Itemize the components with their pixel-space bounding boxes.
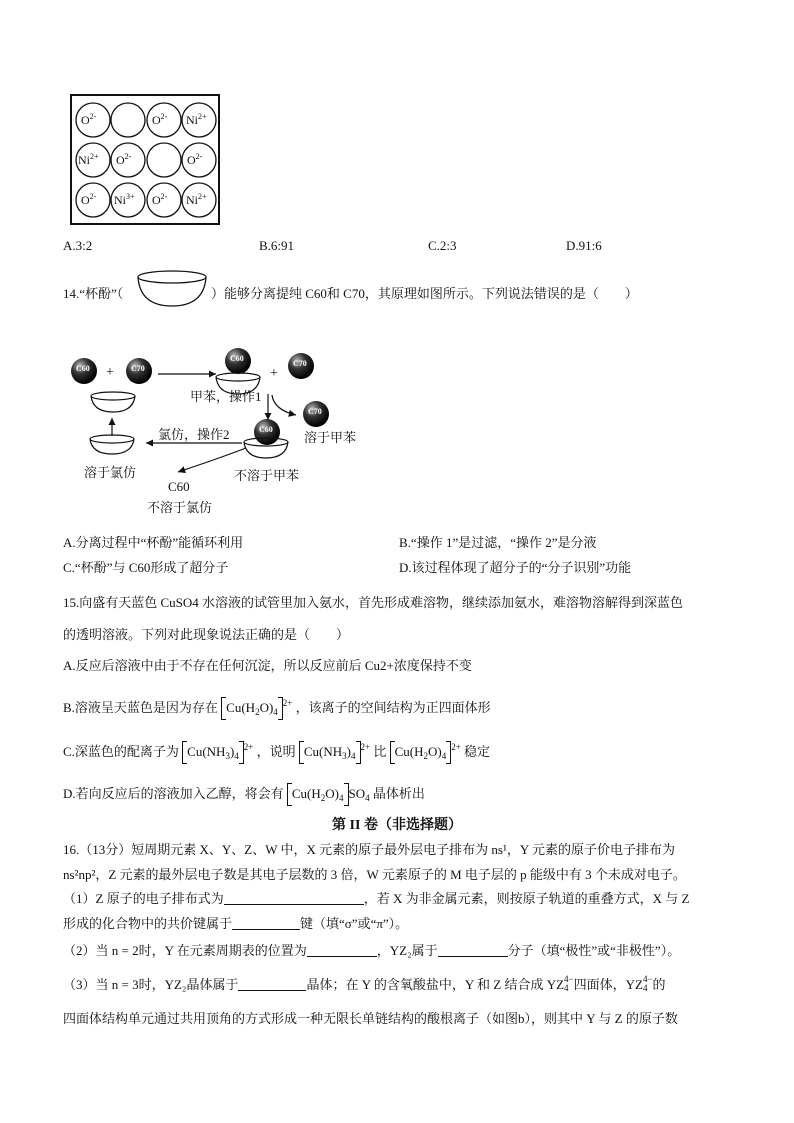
ion-r3c3: $O^{2-}$ (152, 192, 168, 207)
ion-r3c1: $O^{2-}$ (81, 192, 97, 207)
q13-option-c[interactable]: C.2:3 (428, 238, 457, 253)
formula-cu-nh3-4: $Cu(NH_3)_4$ (182, 744, 244, 761)
q14-option-a[interactable]: A.分离过程中“杯酚”能循环利用 (63, 535, 244, 550)
formula-cu-h2o4: $Cu(H_2O)_4$ (221, 700, 283, 717)
q15-c-prefix: C.深蓝色的配离子为 (63, 744, 179, 759)
q16-line1: 16.（13分）短周期元素 X、Y、Z、W 中，X 元素的原子最外层电子排布为 ns¹，Y 元素的原子价电子排布为 (63, 842, 676, 857)
calixarene-bowl-icon (134, 268, 210, 310)
q15-d-suffix: 晶体析出 (372, 786, 425, 801)
svg-text:+: + (270, 366, 278, 381)
dissolve-toluene-label: 溶于甲苯 (304, 430, 357, 445)
q16-p2-text-c: 分子（填“极性”或“非极性”）。 (507, 943, 681, 958)
q16-p3-text-b: 晶体；在 Y 的含氧酸盐中，Y 和 Z 结合成 YZ (306, 977, 565, 992)
q16-p1-text-a: （1）Z 原子的电子排布式为 (63, 891, 224, 906)
c60-lower-label: C60 (259, 425, 273, 434)
q16-p2-text-b: ，YZ₂属于 (376, 943, 438, 958)
q15-stem-line1: 15.向盛有天蓝色 CuSO4 水溶液的试管里加入氨水，首先形成难溶物，继续添加氨水，难溶物溶解得到深蓝色 (63, 595, 684, 610)
q15-option-d[interactable]: D.若向反应后的溶液加入乙醇，将会有 $Cu(H_2O)_4$ $SO_4$ 晶体析出 (63, 786, 425, 803)
ion-r3c4: $Ni^{2+}$ (186, 192, 207, 207)
q16-part2 (63, 940, 680, 959)
q13-option-a[interactable]: A.3:2 (63, 238, 93, 253)
q15-d-prefix: D.若向反应后的溶液加入乙醇，将会有 (63, 786, 284, 801)
dissolve-chloroform-label: 溶于氯仿 (84, 465, 137, 480)
answer-blank-2[interactable] (232, 917, 300, 930)
section-title: 第 II 卷（非选择题） (332, 818, 462, 833)
q15-c-mid2: 比 (373, 744, 387, 759)
formula-cu-h2o4b: $Cu(H_2O)_4$ (390, 744, 452, 761)
q16-p3-text-a: （3）当 n = 3时，YZ₂晶体属于 (63, 977, 239, 992)
formula-cu-h2o4-so4: $Cu(H_2O)_4$ (287, 786, 349, 803)
q16-p1-text-d: 键（填“σ”或“π”）。 (300, 916, 409, 931)
ion-r1c3: $O^{2-}$ (152, 112, 168, 127)
svg-text:+: + (106, 365, 114, 380)
q13-option-b[interactable]: B.6:91 (259, 238, 295, 253)
lattice-figure (70, 94, 220, 225)
q15-option-c[interactable]: C.深蓝色的配离子为 $Cu(NH_3)_4^{2+}$ ，说明 $Cu(NH_3)_4^{2+}$ 比 $Cu(H_2O)_4^{2+}$ 稳定 (63, 742, 491, 761)
q15-option-b[interactable]: B.溶液呈天蓝色是因为存在 $Cu(H_2O)_4^{2+}$ ，该离子的空间结构为正四面体形 (63, 698, 491, 717)
answer-blank-4[interactable] (438, 944, 508, 957)
q15-c-suffix: 稳定 (464, 744, 491, 759)
q16-p2-text-a: （2）当 n = 2时，Y 在元素周期表的位置为 (63, 943, 307, 958)
c70-start-label: C70 (131, 364, 145, 373)
q14-stem-prefix: 14.“杯酚”（ (63, 286, 124, 301)
formula-cu-nh3-4b: $Cu(NH_3)_4$ (299, 744, 361, 761)
q15-option-a[interactable]: A.反应后溶液中由于不存在任何沉淀，所以反应前后 Cu2+浓度保持不变 (63, 658, 472, 673)
q16-p1-text-c: 形成的化合物中的共价键属于 (63, 916, 233, 931)
c60-mid-label: C60 (230, 354, 244, 363)
ion-r2c4: $O^{2-}$ (187, 152, 203, 167)
answer-blank-1[interactable] (224, 892, 364, 905)
c60-product-label: C60 (168, 479, 190, 494)
q13-option-d[interactable]: D.91:6 (566, 238, 602, 253)
c70-mid-label: C70 (293, 359, 307, 368)
insoluble-toluene-label: 不溶于甲苯 (234, 468, 300, 483)
q15-c-mid1: ，说明 (256, 744, 296, 759)
q15-stem-line2: 的透明溶液。下列对此现象说法正确的是（ ） (63, 627, 350, 642)
q14-option-d[interactable]: D.该过程体现了超分子的“分子识别”功能 (399, 560, 632, 575)
c70-dissolved-label: C70 (308, 407, 322, 416)
q16-part3-line2: 四面体结构单元通过共用顶角的方式形成一种无限长单链结构的酸根离子（如图b），则其中 Y 与 Z 的原子数 (63, 1011, 678, 1026)
toluene-op1-label: 甲苯，操作1 (190, 389, 262, 404)
q16-p1-text-b: ，若 X 为非金属元素，则按原子轨道的重叠方式，X 与 Z (363, 891, 690, 906)
ion-r1c4: $Ni^{2+}$ (186, 112, 207, 127)
q16-p3-text-d: 的 (652, 977, 666, 992)
answer-blank-3[interactable] (307, 944, 377, 957)
ion-r1c1: $O^{2-}$ (81, 112, 97, 127)
ion-r3c2: $Ni^{3+}$ (114, 192, 135, 207)
q15-b-suffix: ，该离子的空间结构为正四面体形 (295, 700, 491, 715)
c60-start-label: C60 (76, 364, 90, 373)
q16-part1-line1 (63, 888, 689, 907)
q14-option-b[interactable]: B.“操作 1”是过滤，“操作 2”是分液 (399, 535, 597, 550)
insoluble-chloroform-label: 不溶于氯仿 (147, 500, 213, 515)
chloroform-op2-label: 氯仿，操作2 (158, 427, 230, 442)
answer-blank-5[interactable] (238, 978, 306, 991)
q14-option-c[interactable]: C.“杯酚”与 C60形成了超分子 (63, 560, 229, 575)
q16-part3-line1: （3）当 n = 3时，YZ₂晶体属于 晶体；在 Y 的含氧酸盐中，Y 和 Z 结合成 YZ 4− 4 四面体，YZ 4− 4 的 (63, 974, 666, 993)
ion-r2c2: $O^{2-}$ (116, 152, 132, 167)
q14-stem-suffix: ）能够分离提纯 C60和 C70，其原理如图所示。下列说法错误的是（ ） (211, 286, 638, 301)
q16-part1-line2 (63, 913, 408, 932)
q16-line2: ns²np²，Z 元素的最外层电子数是其电子层数的 3 倍，W 元素原子的 M 电子层的 p 能级中有 3 个未成对电子。 (63, 867, 686, 882)
q16-p3-text-c: 四面体，YZ (573, 977, 643, 992)
q15-b-prefix: B.溶液呈天蓝色是因为存在 (63, 700, 218, 715)
ion-r2c1: $Ni^{2+}$ (78, 152, 99, 167)
